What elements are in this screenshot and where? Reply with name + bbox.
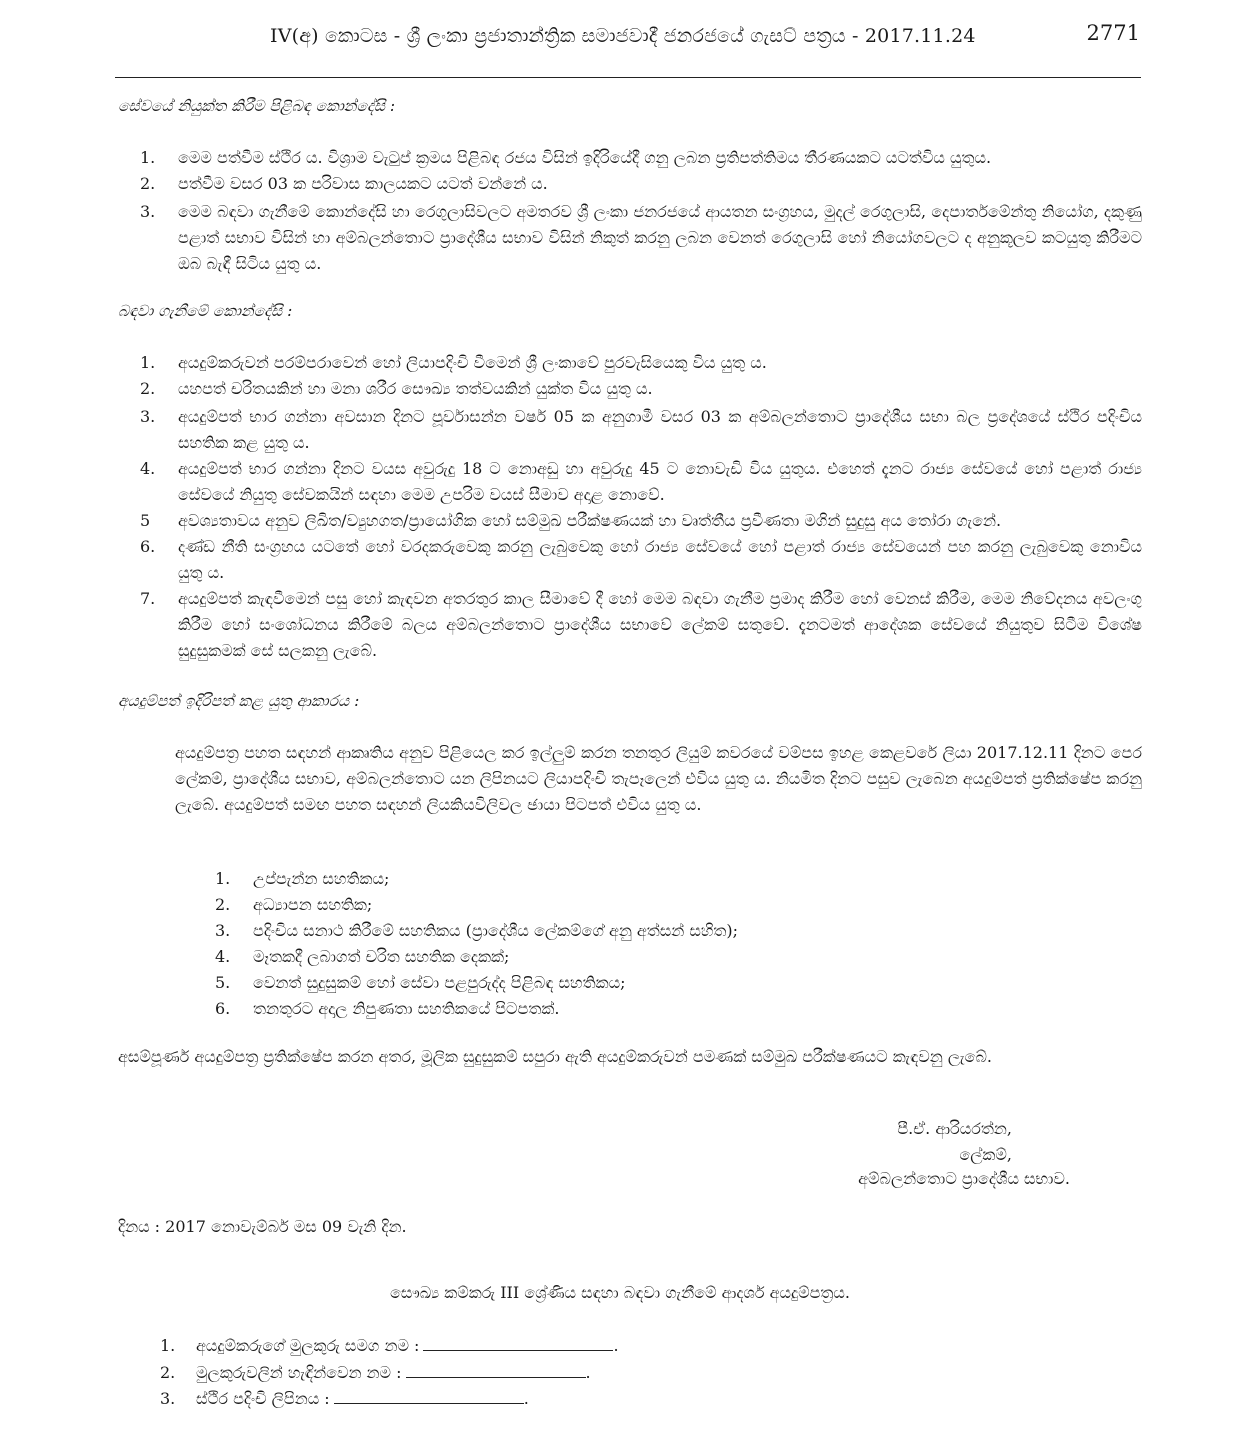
document-list-item bbox=[215, 970, 1015, 996]
item-text: මෙම පත්වීම ස්ථිර ය. විශ්‍රාම වැටුප් ක්‍රමය පිළිබඳ රජය විසින් ඉදිරියේදී ගනු ලබන ප්‍රතිපත්තිමය තීරණයකට යටත්විය යුතුය. bbox=[178, 148, 992, 167]
list-item bbox=[140, 456, 1142, 508]
field-end: . bbox=[523, 1389, 529, 1408]
service-conditions-heading: සේවයේ නියුක්ත කිරීම පිළිබඳ කොන්දේසි : bbox=[118, 97, 396, 115]
item-number: 3. bbox=[140, 202, 156, 221]
document-list-item bbox=[215, 892, 1015, 918]
document-list-item bbox=[215, 996, 1015, 1022]
fill-in-line bbox=[406, 1363, 586, 1378]
item-text: උප්පැන්න සහතිකය; bbox=[253, 869, 390, 888]
item-number: 7. bbox=[140, 589, 156, 608]
item-number: 1. bbox=[140, 353, 156, 372]
list-item bbox=[140, 586, 1142, 666]
item-number: 1. bbox=[140, 148, 156, 167]
item-text: අයදුම්පත් භාර ගන්නා දිනට වයස අවුරුදු 18 ට නොඅඩු හා අවුරුදු 45 ට නොවැඩි විය යුතුය. එහෙත් දැනට රාජ්‍ය සේවයේ හෝ පළාත් රාජ්‍ය සේවයේ නියුතු සේවකයින් සඳහා මෙම උපරිම වයස් සීමාව අදාළ නොවේ. bbox=[178, 459, 1142, 504]
list-item bbox=[140, 145, 1142, 171]
item-text: මෙම බඳවා ගැනීමේ කොන්දේසි හා රෙගුලාසිවලට අමතරව ශ්‍රී ලංකා ජනරජයේ ආයතන සංග්‍රහය, මුදල් රෙගුලාසි, දෙපාර්තමේන්තු නියෝග, දකුණු පළාත් සභාව විසින් හා අම්බලන්තොට ප්‍රාදේශීය සභාව විසින් නිකුත් කරනු ලබන වෙනත් රෙගුලාසි හෝ නියෝගවලට ද අනුකූලව කටයුතු කිරීමට ඔබ බැඳී සිටිය යුතු ය. bbox=[178, 202, 1142, 273]
list-item bbox=[140, 404, 1142, 456]
document-list-item bbox=[215, 944, 1015, 970]
item-number: 4. bbox=[215, 947, 231, 966]
item-text: අයදුම්පත් භාර ගන්නා අවසාන දිනට පූර්වාසන්න වර්ෂ 05 ක අනුගාමී වසර 03 ක අම්බලන්තොට ප්‍රාදේශීය සභා බල ප්‍රදේශයේ ස්ථිර පදිංචිය සහතික කළ යුතු ය. bbox=[178, 407, 1142, 452]
application-method-heading: අයදුම්පත් ඉදිරිපත් කළ යුතු ආකාරය : bbox=[118, 692, 360, 710]
item-text: පදිංචිය සනාථ කිරීමේ සහතිකය (ප්‍රාදේශීය ලේකම්ගේ අනු අත්සන් සහිත); bbox=[253, 921, 739, 940]
header-rule bbox=[115, 77, 1141, 78]
application-paragraph: අයදුම්පත්‍ර පහත සඳහන් ආකෘතිය අනුව පිළියෙල කර ඉල්ලුම් කරන තනතුර ලියුම් කවරයේ වම්පස ඉහළ කෙළවරේ ලියා 2017.12.11 දිනට පෙර ලේකම්, ප්‍රාදේශීය සභාව, අම්බලන්තොට යන ලිපිනයට ලියාපදිංචි තැපෑලෙන් එවිය යුතු ය. නියමිත දිනට පසුව ලැබෙන අයදුම්පත් ප්‍රතික්ෂේප කරනු ලැබේ. අයදුම්පත් සමඟ පහත සඳහන් ලියකියවිලිවල ඡායා පිටපත් එවිය යුතු ය. bbox=[175, 743, 1142, 814]
recruitment-conditions-heading: බඳවා ගැනීමේ කොන්දේසි : bbox=[118, 302, 293, 320]
item-number: 2. bbox=[140, 379, 156, 398]
field-end: . bbox=[613, 1336, 619, 1355]
item-number: 1. bbox=[215, 869, 231, 888]
page-number: 2771 bbox=[1086, 21, 1140, 45]
item-number: 2. bbox=[215, 895, 231, 914]
field-number: 1. bbox=[160, 1336, 176, 1355]
item-number: 3. bbox=[140, 407, 156, 426]
item-number: 3. bbox=[215, 921, 231, 940]
notice-date: දිනය : 2017 නොවැම්බර් මස 09 වැනි දින. bbox=[118, 1217, 407, 1236]
item-number: 6. bbox=[215, 999, 231, 1018]
signatory-name: පී.ඒ. ආරියරත්න, bbox=[897, 1119, 1012, 1138]
item-text: අවශ්‍යතාවය අනුව ලිඛිත/ව්‍යුහගත/ප්‍රායෝගික හෝ සම්මුඛ පරීක්ෂණයක් හා වෘත්තීය ප්‍රවීණතා මගින් සුදුසු අය තෝරා ගැනේ. bbox=[178, 511, 1002, 530]
list-item bbox=[140, 171, 1142, 197]
list-item bbox=[140, 534, 1142, 586]
list-item bbox=[140, 376, 1142, 402]
item-number: 2. bbox=[140, 174, 156, 193]
closing-paragraph: අසම්පූර්ණ අයදුම්පත්‍ර ප්‍රතික්ෂේප කරන අතර, මූලික සුදුසුකම් සපුරා ඇති අයදුම්කරුවන් පමණක් සම්මුඛ පරීක්ෂණයට කැඳවනු ලැබේ. bbox=[118, 1047, 992, 1066]
item-text: වෙනත් සුදුසුකම් හෝ සේවා පළපුරුද්ද පිළිබඳ සහතිකය; bbox=[253, 973, 626, 992]
item-text: අධ්‍යාපන සහතික; bbox=[253, 895, 373, 914]
item-text: මෑතකදී ලබාගත් චරිත සහතික දෙකක්; bbox=[253, 947, 510, 966]
list-item bbox=[140, 508, 1142, 534]
item-number: 4. bbox=[140, 459, 156, 478]
item-text: අයදුම්කරුවන් පරම්පරාවෙන් හෝ ලියාපදිංචි වීමෙන් ශ්‍රී ලංකාවේ පුරවැසියෙකු විය යුතු ය. bbox=[178, 353, 767, 372]
field-label: අයදුම්කරුගේ මුලකුරු සමග නම : bbox=[196, 1336, 420, 1355]
document-list-item bbox=[215, 866, 1015, 892]
fill-in-line bbox=[334, 1389, 524, 1404]
field-end: . bbox=[585, 1363, 591, 1382]
fill-in-line bbox=[423, 1336, 613, 1351]
field-label: මුලකුරුවලින් හැඳින්වෙන නම : bbox=[196, 1363, 402, 1382]
item-text: පත්වීම වසර 03 ක පරිවාස කාලයකට යටත් වන්නේ ය. bbox=[178, 174, 548, 193]
item-text: දණ්ඩ නීති සංග්‍රහය යටතේ හෝ වරදකරුවෙකු කරනු ලැබුවෙකු හෝ රාජ්‍ය සේවයේ හෝ පළාත් රාජ්‍ය සේවයෙන් පහ කරනු ලැබුවෙකු නොවිය යුතු ය. bbox=[178, 537, 1142, 582]
list-item bbox=[140, 199, 1142, 279]
item-number: 5. bbox=[215, 973, 231, 992]
item-text: යහපත් චරිතයකින් හා මනා ශරීර සෞඛ්‍ය තත්වයකින් යුක්ත විය යුතු ය. bbox=[178, 379, 653, 398]
item-text: තනතුරට අදාල නිපුණතා සහතිකයේ පිටපතක්. bbox=[253, 999, 560, 1018]
list-item bbox=[140, 350, 1142, 376]
form-title: සෞඛ්‍ය කම්කරු III ශ්‍රේණිය සඳහා බඳවා ගැනීමේ ආදර්ශ අයදුම්පත්‍රය. bbox=[389, 1283, 850, 1302]
signatory-office: අම්බලන්තොට ප්‍රාදේශීය සභාව. bbox=[858, 1169, 1070, 1188]
document-list-item bbox=[215, 918, 1015, 944]
item-text: අයදුම්පත් කැඳවීමෙන් පසු හෝ කැඳවන අතරතුර කාල සීමාවේ දී හෝ මෙම බඳවා ගැනීම ප්‍රමාද කිරීම හෝ වෙනස් කිරීම, මෙම නිවේදනය අවලංගු කිරීම හෝ සංශෝධනය කිරීමේ බලය අම්බලන්තොට ප්‍රාදේශීය සභාවේ ලේකම් සතුවේ. දැනටමත් ආදේශක සේවයේ නියුතුව සිටීම විශේෂ සුදුසුකමක් සේ සලකනු ලැබේ. bbox=[178, 589, 1142, 660]
field-number: 2. bbox=[160, 1363, 176, 1382]
field-label: ස්ථිර පදිංචි ලිපිනය : bbox=[196, 1389, 330, 1408]
page-header bbox=[0, 0, 1240, 80]
gazette-header-title: IV(අ) කොටස - ශ්‍රී ලංකා ප්‍රජාතාන්ත්‍රික සමාජවාදී ජනරජයේ ගැසට් පත්‍රය - 2017.11.24 bbox=[270, 25, 976, 47]
field-number: 3. bbox=[160, 1389, 176, 1408]
item-number: 6. bbox=[140, 537, 156, 556]
signatory-title: ලේකම්, bbox=[959, 1145, 1012, 1164]
item-number: 5 bbox=[140, 511, 151, 530]
